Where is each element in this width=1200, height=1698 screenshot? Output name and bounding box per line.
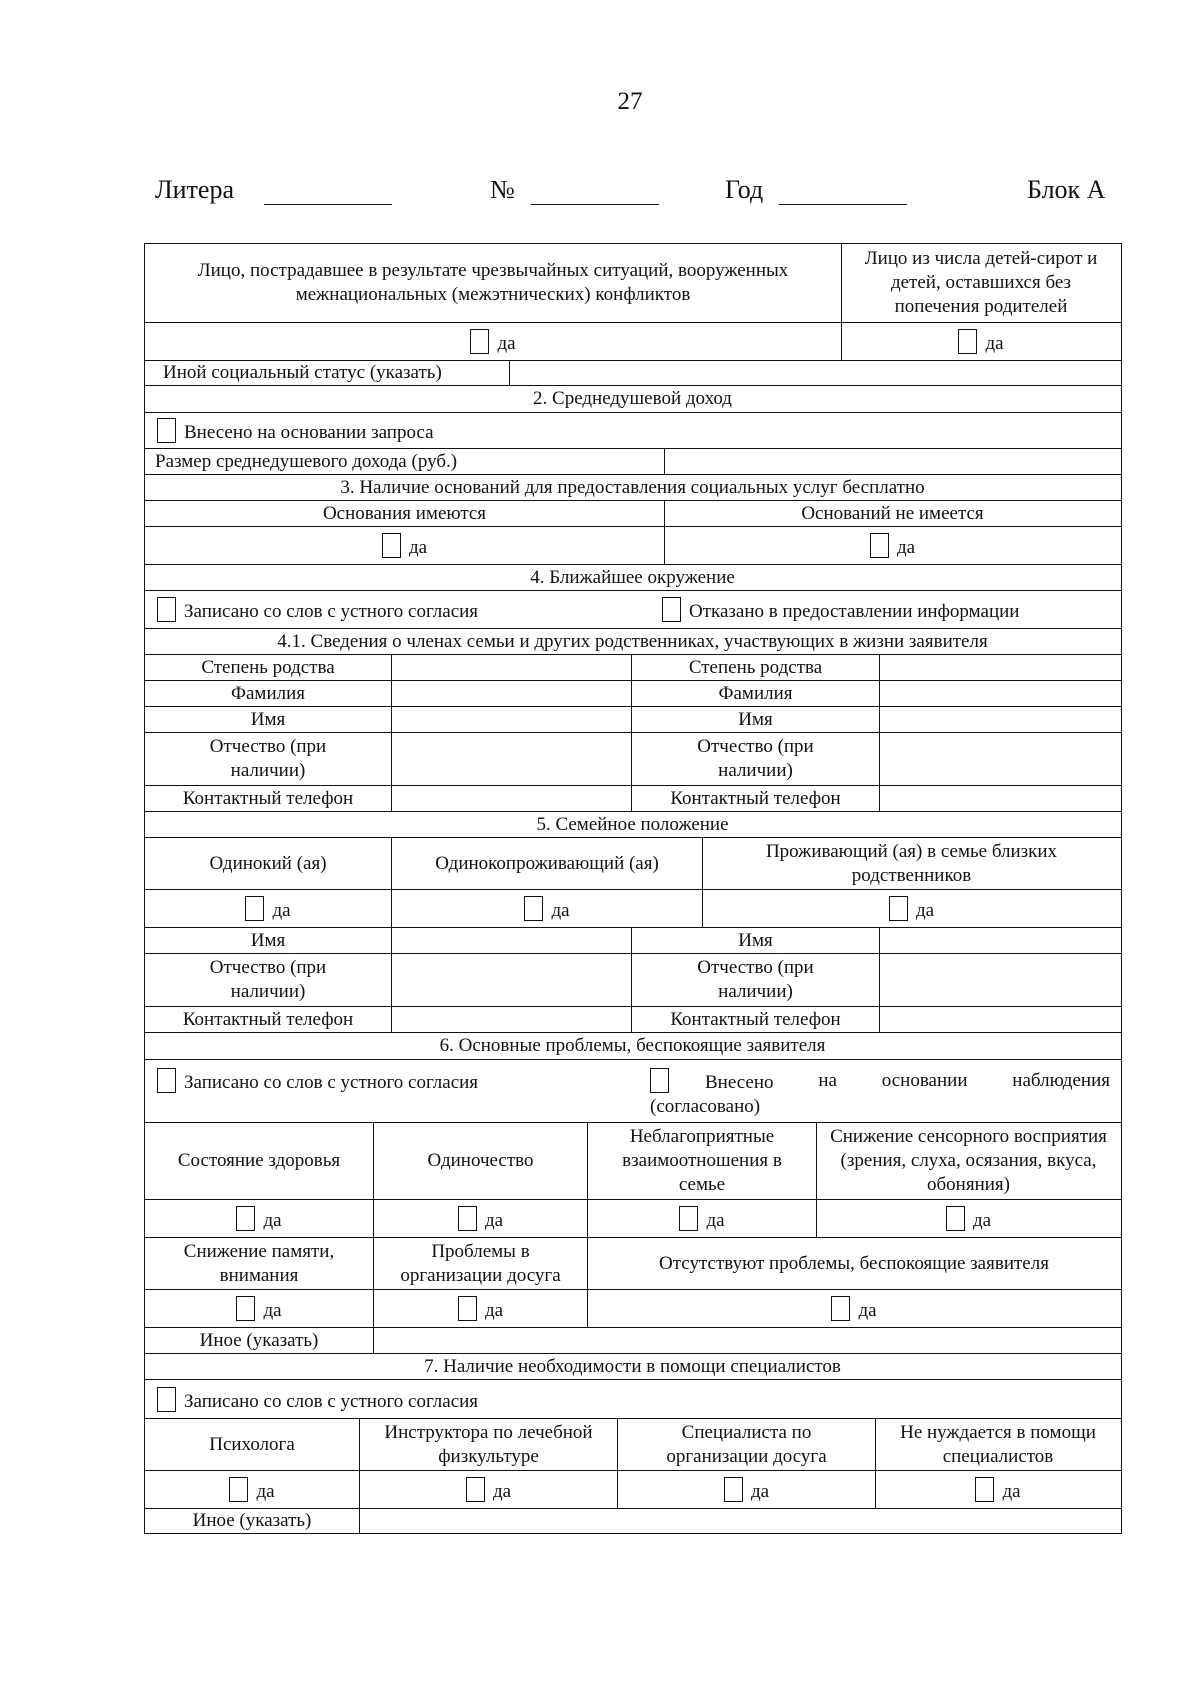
phone-input-2[interactable] [880,1007,1120,1032]
phone-label-1: Контактный телефон [145,1007,392,1032]
observed-word-2: на [818,1070,837,1091]
leisure-specialist-cell [618,1471,876,1508]
sensory-cell [817,1200,1120,1237]
patronymic-label-1 [145,733,392,785]
emergency-victim-cell [145,323,842,360]
no-need-header: Не нуждается в помощи специалистов [900,1421,1096,1467]
checkbox-label: да [408,537,428,558]
problems-other-input[interactable] [374,1328,1120,1353]
form-header [155,175,1110,215]
environment-source-row [145,590,1121,628]
with-relatives-checkbox[interactable] [889,896,908,921]
relation-input-2[interactable] [880,655,1120,680]
patronymic-label-line-1: Отчество (при [697,736,814,757]
block-label: Блок А [1027,175,1106,204]
section-2-title: 2. Среднедушевой доход [533,388,732,409]
family-relations-cell [588,1200,817,1237]
section-6-title: 6. Основные проблемы, беспокоящие заявителя [439,1035,826,1056]
name-label-2: Имя [632,928,880,953]
problems-header-row [145,1122,1121,1199]
section-4-title: 4. Ближайшее окружение [530,566,735,588]
section-3-title: 3. Наличие оснований для предоставления социальных услуг бесплатно [340,476,925,498]
section-4-title-row [145,564,1121,590]
other-status-input[interactable] [510,361,1120,385]
family-phone-row [145,1006,1121,1032]
relative-patronymic-row [145,732,1121,785]
name-input-1[interactable] [392,707,632,732]
single-cell [145,890,392,927]
patronymic-input-2[interactable] [880,954,1120,1006]
patronymic-input-2[interactable] [880,733,1120,785]
relation-input-1[interactable] [392,655,632,680]
loneliness-checkbox[interactable] [458,1206,477,1231]
surname-label-2: Фамилия [632,681,880,706]
leisure-specialist-header: Специалиста по организации досуга [618,1419,876,1470]
leisure-cell [374,1290,588,1327]
no-problems-cell [588,1290,1120,1327]
specialists-source-row [145,1379,1121,1418]
environment-refused-checkbox[interactable] [662,597,681,622]
surname-input-1[interactable] [392,681,632,706]
year-field [725,175,907,205]
checkbox-label: да [272,900,291,921]
income-request-label: Внесено на основании запроса [184,422,434,443]
income-size-input[interactable] [665,449,1120,474]
surname-input-2[interactable] [880,681,1120,706]
family-name-row [145,927,1121,953]
problems-checkbox-row-2 [145,1289,1121,1327]
loneliness-header: Одиночество [374,1123,588,1199]
specialists-other-label: Иное (указать) [145,1509,360,1533]
environment-refused-cell [650,591,1120,628]
family-relations-checkbox[interactable] [679,1206,698,1231]
orphan-checkbox[interactable] [958,329,977,354]
section-2-title-row [145,385,1121,412]
living-alone-checkbox[interactable] [524,896,543,921]
name-label-1: Имя [145,928,392,953]
checkbox-label: да [915,900,935,921]
checkbox-label: да [896,537,916,558]
problems-source-row [145,1059,1121,1122]
income-size-label: Размер среднедушевого дохода (руб.) [145,449,665,474]
patronymic-input-1[interactable] [392,954,632,1006]
single-header: Одинокий (ая) [145,838,392,889]
relative-relation-row [145,654,1121,680]
checkbox-label: да [706,1210,725,1231]
phone-input-2[interactable] [880,786,1120,811]
income-size-row [145,448,1121,474]
other-status-label: Иной социальный статус (указать) [145,361,510,385]
specialists-other-row [145,1508,1121,1534]
phone-label-2: Контактный телефон [632,786,880,811]
grounds-exist-header: Основания имеются [145,501,665,526]
relative-name-row [145,706,1121,732]
grounds-checkbox-row [145,526,1121,564]
psychologist-checkbox[interactable] [229,1477,248,1502]
leisure-checkbox[interactable] [458,1296,477,1321]
patronymic-label-2 [632,733,880,785]
patronymic-label-2 [632,954,880,1006]
phone-label-1: Контактный телефон [145,786,392,811]
problems-oral-cell [145,1060,650,1122]
name-label-1: Имя [145,707,392,732]
section-7-title: 7. Наличие необходимости в помощи специалистов [424,1355,841,1377]
checkbox-label: да [972,1210,992,1231]
checkbox-label: да [492,1481,512,1502]
orphan-header: Лицо из числа детей-сирот и детей, оставшихся без попечения родителей [864,248,1098,317]
patronymic-label-line-1: Отчество (при [209,957,327,978]
memory-header: Снижение памяти, внимания [145,1238,374,1289]
emergency-victim-header: Лицо, пострадавшее в результате чрезвычайных ситуаций, вооруженных межнациональных (межэтнических) конфликтов [145,244,842,322]
grounds-absent-cell [665,527,1120,564]
patronymic-label-line-2: наличии) [718,760,793,781]
number-blank[interactable] [531,178,659,205]
litera-field [155,175,392,205]
relation-label-1: Степень родства [145,655,392,680]
litera-blank[interactable] [264,178,392,205]
patronymic-input-1[interactable] [392,733,632,785]
no-problems-checkbox[interactable] [831,1296,850,1321]
specialists-oral-checkbox[interactable] [157,1387,176,1412]
section-7-title-row [145,1353,1121,1379]
grounds-exist-cell [145,527,665,564]
status-checkbox-row [145,322,1121,360]
health-cell [145,1200,374,1237]
problems-checkbox-row-1 [145,1199,1121,1237]
environment-refused-label: Отказано в предоставлении информации [689,601,1020,622]
leisure-specialist-checkbox[interactable] [724,1477,743,1502]
income-request-cell [145,413,1120,448]
year-label: Год [725,175,764,204]
checkbox-label: да [985,333,1004,354]
observed-word-3: основании [881,1070,968,1091]
name-input-2[interactable] [880,928,1120,953]
section-4-1-title-row [145,628,1121,654]
no-problems-header: Отсутствуют проблемы, беспокоящие заявителя [659,1252,1049,1274]
emergency-victim-checkbox[interactable] [470,329,489,354]
name-label-2: Имя [632,707,880,732]
number-field [490,175,659,205]
relation-label-2: Степень родства [632,655,880,680]
other-status-row [145,360,1121,385]
section-5-title: 5. Семейное положение [536,813,729,835]
surname-label-1: Фамилия [145,681,392,706]
income-request-row [145,412,1121,448]
section-5-title-row [145,811,1121,837]
physio-header: Инструктора по лечебной физкультуре [360,1419,618,1470]
patronymic-label-line-2: наличии) [230,981,306,1002]
relative-surname-row [145,680,1121,706]
health-checkbox[interactable] [236,1206,255,1231]
physio-checkbox[interactable] [466,1477,485,1502]
patronymic-label-line-1: Отчество (при [697,957,814,978]
problems-other-label: Иное (указать) [145,1328,374,1353]
no-need-cell [876,1471,1120,1508]
specialists-oral-cell [145,1380,1120,1418]
living-alone-cell [392,890,703,927]
phone-input-1[interactable] [392,786,632,811]
psychologist-header: Психолога [145,1419,360,1470]
checkbox-label: да [484,1300,504,1321]
section-6-title-row [145,1032,1121,1059]
environment-oral-cell [145,591,650,628]
checkbox-label: да [263,1300,282,1321]
family-status-header-row [145,837,1121,889]
problems-oral-label: Записано со слов с устного согласия [184,1072,479,1093]
problems-header-row-2 [145,1237,1121,1289]
grounds-absent-header: Оснований не имеется [801,502,984,524]
phone-label-2: Контактный телефон [632,1007,880,1032]
psychologist-cell [145,1471,360,1508]
litera-label: Литера [155,175,234,204]
patronymic-label-1 [145,954,392,1006]
checkbox-label: да [750,1481,770,1502]
family-patronymic-row [145,953,1121,1006]
memory-checkbox[interactable] [236,1296,255,1321]
section-3-title-row [145,474,1121,500]
checkbox-label: да [484,1210,504,1231]
phone-input-1[interactable] [392,1007,632,1032]
observed-word-4: наблюдения [1012,1070,1110,1091]
sensory-header: Снижение сенсорного восприятия (зрения, слуха, осязания, вкуса, обоняния) [830,1126,1107,1195]
problems-observed-cell [650,1060,1120,1122]
health-header: Состояние здоровья [145,1123,374,1199]
specialists-checkbox-row [145,1470,1121,1508]
physio-cell [360,1471,618,1508]
patronymic-label-line-2: наличии) [230,760,306,781]
patronymic-label-line-1: Отчество (при [209,736,327,757]
checkbox-label: да [551,900,570,921]
single-checkbox[interactable] [245,896,264,921]
problems-other-row [145,1327,1121,1353]
status-header-row [145,243,1121,322]
sensory-checkbox[interactable] [946,1206,965,1231]
checkbox-label: да [256,1481,275,1502]
environment-oral-label: Записано со слов с устного согласия [184,601,479,622]
year-blank[interactable] [779,178,907,205]
environment-oral-checkbox[interactable] [157,597,176,622]
checkbox-label: да [858,1300,877,1321]
income-request-checkbox[interactable] [157,418,176,443]
no-need-checkbox[interactable] [975,1477,994,1502]
grounds-absent-checkbox[interactable] [870,533,889,558]
family-relations-header: Неблагоприятные взаимоотношения в семье [588,1123,817,1199]
specialists-oral-label: Записано со слов с устного согласия [184,1390,479,1412]
with-relatives-cell [703,890,1120,927]
with-relatives-header: Проживающий (ая) в семье близких родственников [765,840,1058,886]
page-number: 27 [617,88,643,115]
patronymic-label-line-2: наличии) [718,981,793,1002]
memory-cell [145,1290,374,1327]
leisure-header: Проблемы в организации досуга [374,1238,588,1289]
problems-oral-checkbox[interactable] [157,1068,176,1093]
number-label: № [490,175,515,204]
family-status-checkbox-row [145,889,1121,927]
checkbox-label: да [497,333,516,354]
grounds-header-row [145,500,1121,526]
observed-word-1: Внесено [705,1072,774,1093]
orphan-cell [842,323,1120,360]
grounds-exist-checkbox[interactable] [382,533,401,558]
observed-tail: (согласовано) [650,1096,761,1117]
section-4-1-title: 4.1. Сведения о членах семьи и других родственниках, участвующих в жизни заявителя [277,630,988,652]
checkbox-label: да [1002,1481,1021,1502]
relative-phone-row [145,785,1121,811]
living-alone-header: Одинокопроживающий (ая) [392,838,703,889]
specialists-other-input[interactable] [360,1509,1120,1533]
checkbox-label: да [263,1210,282,1231]
name-input-2[interactable] [880,707,1120,732]
loneliness-cell [374,1200,588,1237]
name-input-1[interactable] [392,928,632,953]
specialists-header-row [145,1418,1121,1470]
problems-observed-checkbox[interactable] [650,1068,669,1093]
form-table [144,243,1122,1534]
